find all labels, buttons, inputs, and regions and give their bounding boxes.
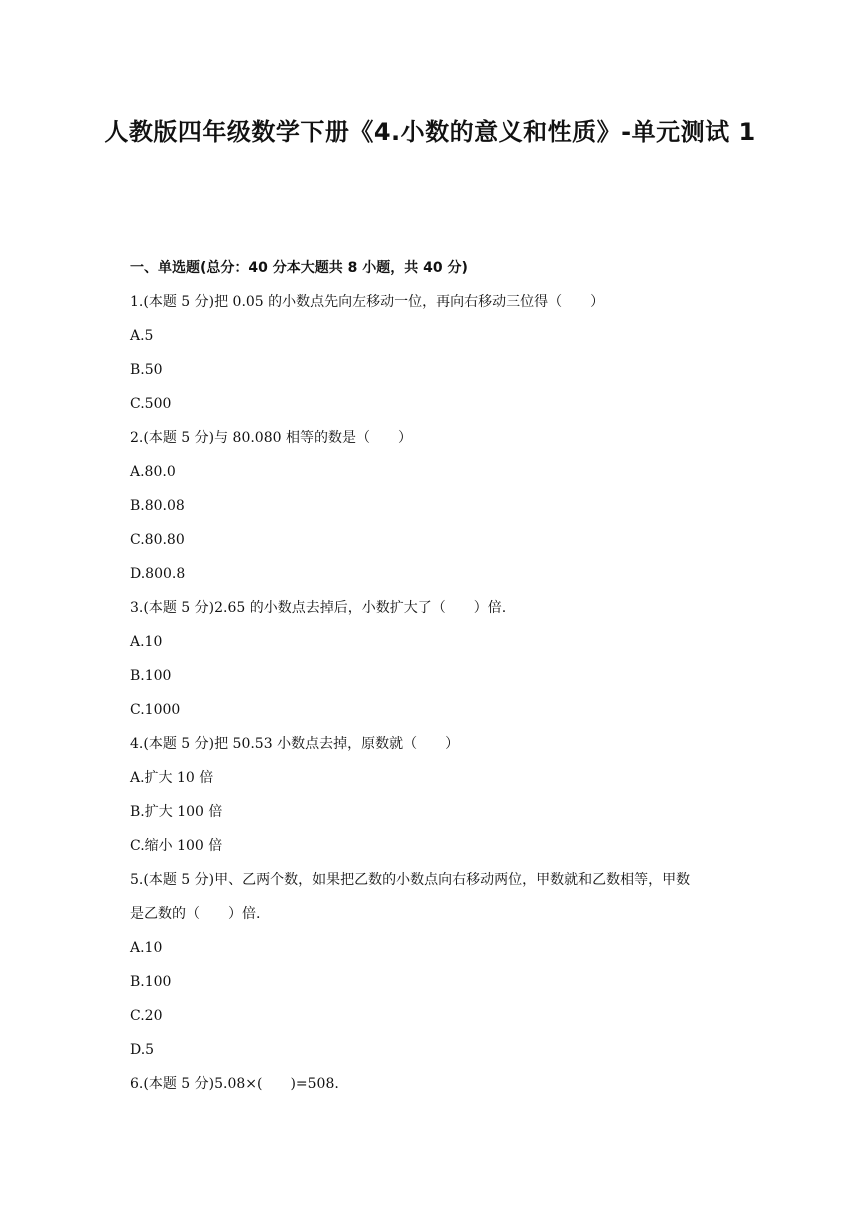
exam-content: [130, 258, 740, 1108]
question-text: 4.(本题 5 分)把 50.53 小数点去掉，原数就（ ）: [130, 736, 460, 752]
document-title: 人教版四年级数学下册《4.小数的意义和性质》-单元测试 1: [104, 118, 756, 146]
option-a: A.10: [130, 634, 163, 650]
option-b: B.100: [130, 668, 172, 684]
option-a: A.10: [130, 940, 163, 956]
option-a: A.80.0: [130, 464, 176, 480]
option-b: B.80.08: [130, 498, 185, 514]
option-c: C.500: [130, 396, 172, 412]
option-c: C.1000: [130, 702, 181, 718]
option-a: A.5: [130, 328, 154, 344]
question-text: 6.(本题 5 分)5.08×( )=508.: [130, 1076, 339, 1092]
question-4: [130, 734, 740, 870]
option-d: D.5: [130, 1042, 155, 1058]
question-2: [130, 428, 740, 598]
option-b: B.50: [130, 362, 163, 378]
option-b: B.100: [130, 974, 172, 990]
question-text-line-1: 5.(本题 5 分)甲、乙两个数，如果把乙数的小数点向右移动两位，甲数就和乙数相等，甲数: [130, 872, 691, 888]
option-c: C.80.80: [130, 532, 185, 548]
question-6: [130, 1074, 740, 1108]
question-5: [130, 870, 740, 1074]
option-d: D.800.8: [130, 566, 186, 582]
option-c: C.缩小 100 倍: [130, 838, 223, 854]
section-heading: 一、单选题(总分：40 分本大题共 8 小题，共 40 分): [130, 260, 468, 276]
question-3: [130, 598, 740, 734]
question-1: [130, 292, 740, 428]
question-text: 3.(本题 5 分)2.65 的小数点去掉后，小数扩大了（ ）倍.: [130, 600, 507, 616]
question-text: 1.(本题 5 分)把 0.05 的小数点先向左移动一位，再向右移动三位得（ ）: [130, 294, 605, 310]
question-text: 2.(本题 5 分)与 80.080 相等的数是（ ）: [130, 430, 412, 446]
option-b: B.扩大 100 倍: [130, 804, 223, 820]
option-c: C.20: [130, 1008, 163, 1024]
question-text-line-2: 是乙数的（ ）倍.: [130, 906, 261, 922]
option-a: A.扩大 10 倍: [130, 770, 214, 786]
